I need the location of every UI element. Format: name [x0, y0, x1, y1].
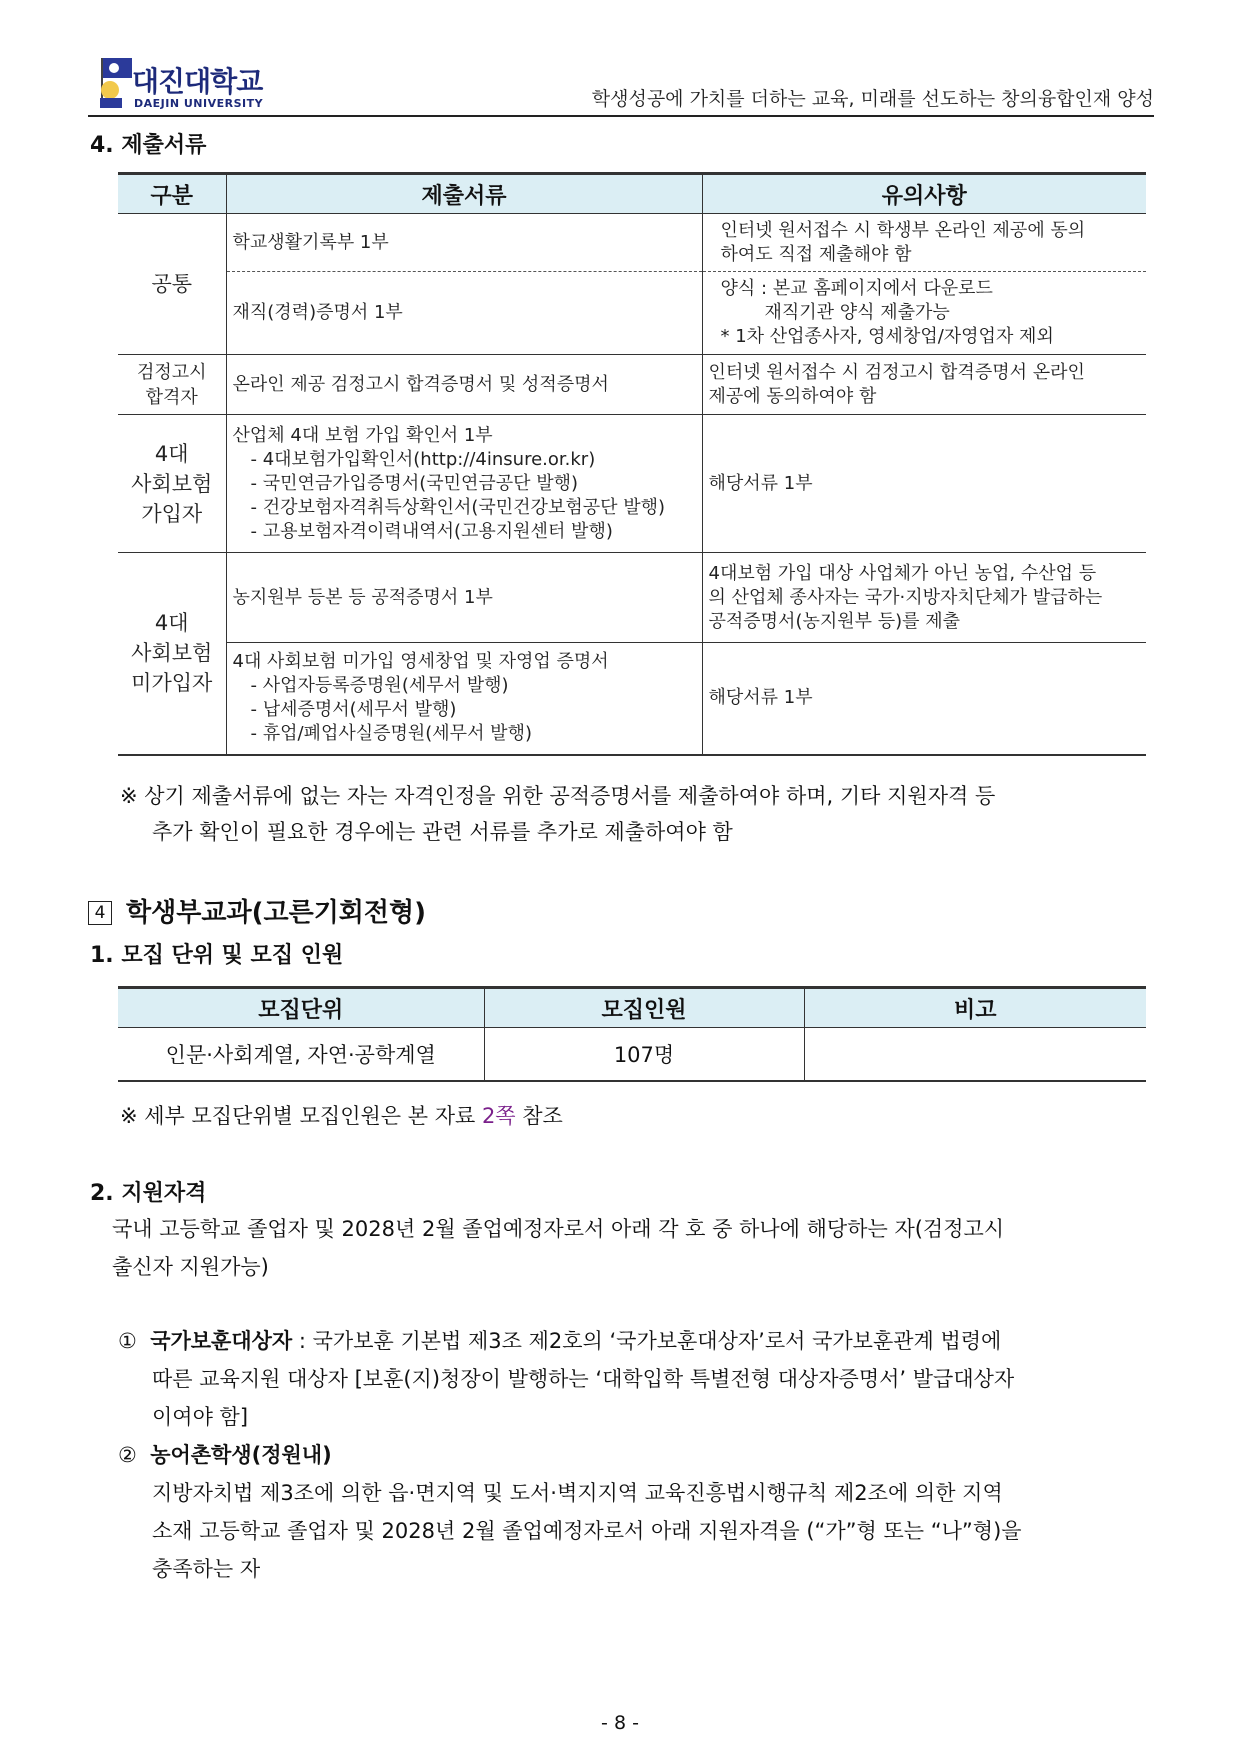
table-row [118, 643, 1146, 755]
doc-cell: 온라인 제공 검정고시 합격증명서 및 성적증명서 [226, 355, 702, 415]
table-header: 구분 [118, 174, 226, 214]
section-title-qualification: 2. 지원자격 [90, 1181, 207, 1206]
table-header-row [118, 988, 1146, 1028]
table-row [118, 553, 1146, 643]
page-number: - 8 - [601, 1712, 639, 1734]
university-logo [88, 56, 288, 114]
qualification-item-2: ② 농어촌학생(정원내) [118, 1443, 332, 1467]
logo-korean-name: 대진대학교 [132, 65, 263, 98]
category-uninsured: 4대 사회보험 미가입자 [118, 553, 226, 755]
doc-cell: 산업체 4대 보험 가입 확인서 1부 - 4대보험가입확인서(http://4insure.or.kr) - 국민연금가입증명서(국민연금공단 발행) - 건강보험자격취득상확인서(국민건강보험공단 발행) - 고용보험자격이력내역서(고용지원센터 발행) [226, 415, 702, 553]
note-cell: 4대보험 가입 대상 사업체가 아닌 농업, 수산업 등 의 산업체 종사자는 국가·지방자치단체가 발급하는 공적증명서(농지원부 등)를 제출 [702, 553, 1146, 643]
table-row [118, 1028, 1146, 1082]
submission-note-line2: 추가 확인이 필요한 경우에는 관련 서류를 추가로 제출하여야 함 [152, 820, 733, 844]
note-cell: 양식 : 본교 홈페이지에서 다운로드 재직기관 양식 제출가능 * 1차 산업종사자, 영세창업/자영업자 제외 [702, 272, 1146, 355]
header-tagline: 학생성공에 가치를 더하는 교육, 미래를 선도하는 창의융합인재 양성 [591, 88, 1154, 110]
table-row [118, 214, 1146, 272]
qualification-line1: 국내 고등학교 졸업자 및 2028년 2월 졸업예정자로서 아래 각 호 중 하나에 해당하는 자(검정고시 [112, 1217, 1005, 1241]
qualification-item-1-line3: 이여야 함] [152, 1405, 249, 1429]
table-header: 모집단위 [118, 988, 484, 1028]
table-row [118, 272, 1146, 355]
item-title: 농어촌학생(정원내) [150, 1443, 332, 1467]
recruitment-unit: 인문·사회계열, 자연·공학계열 [165, 1043, 436, 1067]
item-title: 국가보훈대상자 [150, 1329, 293, 1353]
table-header: 유의사항 [702, 174, 1146, 214]
note-cell: 인터넷 원서접수 시 검정고시 합격증명서 온라인 제공에 동의하여야 함 [702, 355, 1146, 415]
category-ged: 검정고시 합격자 [118, 355, 226, 415]
note-cell: 인터넷 원서접수 시 학생부 온라인 제공에 동의 하여도 직접 제출해야 함 [702, 214, 1146, 272]
doc-cell: 농지원부 등본 등 공적증명서 1부 [226, 553, 702, 643]
qualification-item-2-line3: 충족하는 자 [152, 1557, 261, 1581]
table-header-row [118, 174, 1146, 214]
recruitment-note: ※ 세부 모집단위별 모집인원은 본 자료 2쪽 참조 [120, 1104, 563, 1128]
qualification-line2: 출신자 지원가능) [112, 1255, 269, 1279]
mascot-flag-icon [88, 56, 134, 110]
doc-cell: 재직(경력)증명서 1부 [226, 272, 702, 355]
qualification-item-2-line2: 소재 고등학교 졸업자 및 2028년 2월 졸업예정자로서 아래 지원자격을 (“가”형 또는 “나”형)을 [152, 1519, 1022, 1543]
recruitment-remark [804, 1028, 1146, 1082]
qualification-item-1-line2: 따른 교육지원 대상자 [보훈(지)청장이 발행하는 ‘대학입학 특별전형 대상자증명서’ 발급대상자 [152, 1367, 1015, 1391]
category-common: 공통 [118, 214, 226, 355]
header-divider [88, 115, 1154, 117]
logo-english-name: DAEJIN UNIVERSITY [134, 97, 264, 110]
table-header: 비고 [804, 988, 1146, 1028]
page-reference: 2쪽 [481, 1104, 516, 1128]
qualification-item-1: ① 국가보훈대상자 : 국가보훈 기본법 제3조 제2호의 ‘국가보훈대상자’로서 국가보훈관계 법령에 [118, 1329, 1002, 1353]
part-number-box: 4 [88, 901, 112, 925]
recruitment-count: 107명 [484, 1028, 804, 1082]
section-title-submission-documents: 4. 제출서류 [90, 133, 207, 158]
table-header: 제출서류 [226, 174, 702, 214]
note-cell: 해당서류 1부 [702, 643, 1146, 755]
section-title-recruitment: 1. 모집 단위 및 모집 인원 [90, 943, 344, 968]
table-row [118, 355, 1146, 415]
category-insured: 4대 사회보험 가입자 [118, 415, 226, 553]
table-row [118, 415, 1146, 553]
recruitment-table [118, 986, 1146, 1082]
submission-documents-table [118, 172, 1146, 756]
submission-note-line1: ※ 상기 제출서류에 없는 자는 자격인정을 위한 공적증명서를 제출하여야 하며, 기타 지원자격 등 [120, 784, 996, 808]
doc-cell: 학교생활기록부 1부 [226, 214, 702, 272]
doc-cell: 4대 사회보험 미가입 영세창업 및 자영업 증명서 - 사업자등록증명원(세무서 발행) - 납세증명서(세무서 발행) - 휴업/폐업사실증명원(세무서 발행) [226, 643, 702, 755]
part-title: 4 학생부교과(고른기회전형) [88, 892, 426, 929]
note-cell: 해당서류 1부 [702, 415, 1146, 553]
table-header: 모집인원 [484, 988, 804, 1028]
qualification-item-2-line1: 지방자치법 제3조에 의한 읍·면지역 및 도서·벽지지역 교육진흥법시행규칙 제2조에 의한 지역 [152, 1481, 1003, 1505]
